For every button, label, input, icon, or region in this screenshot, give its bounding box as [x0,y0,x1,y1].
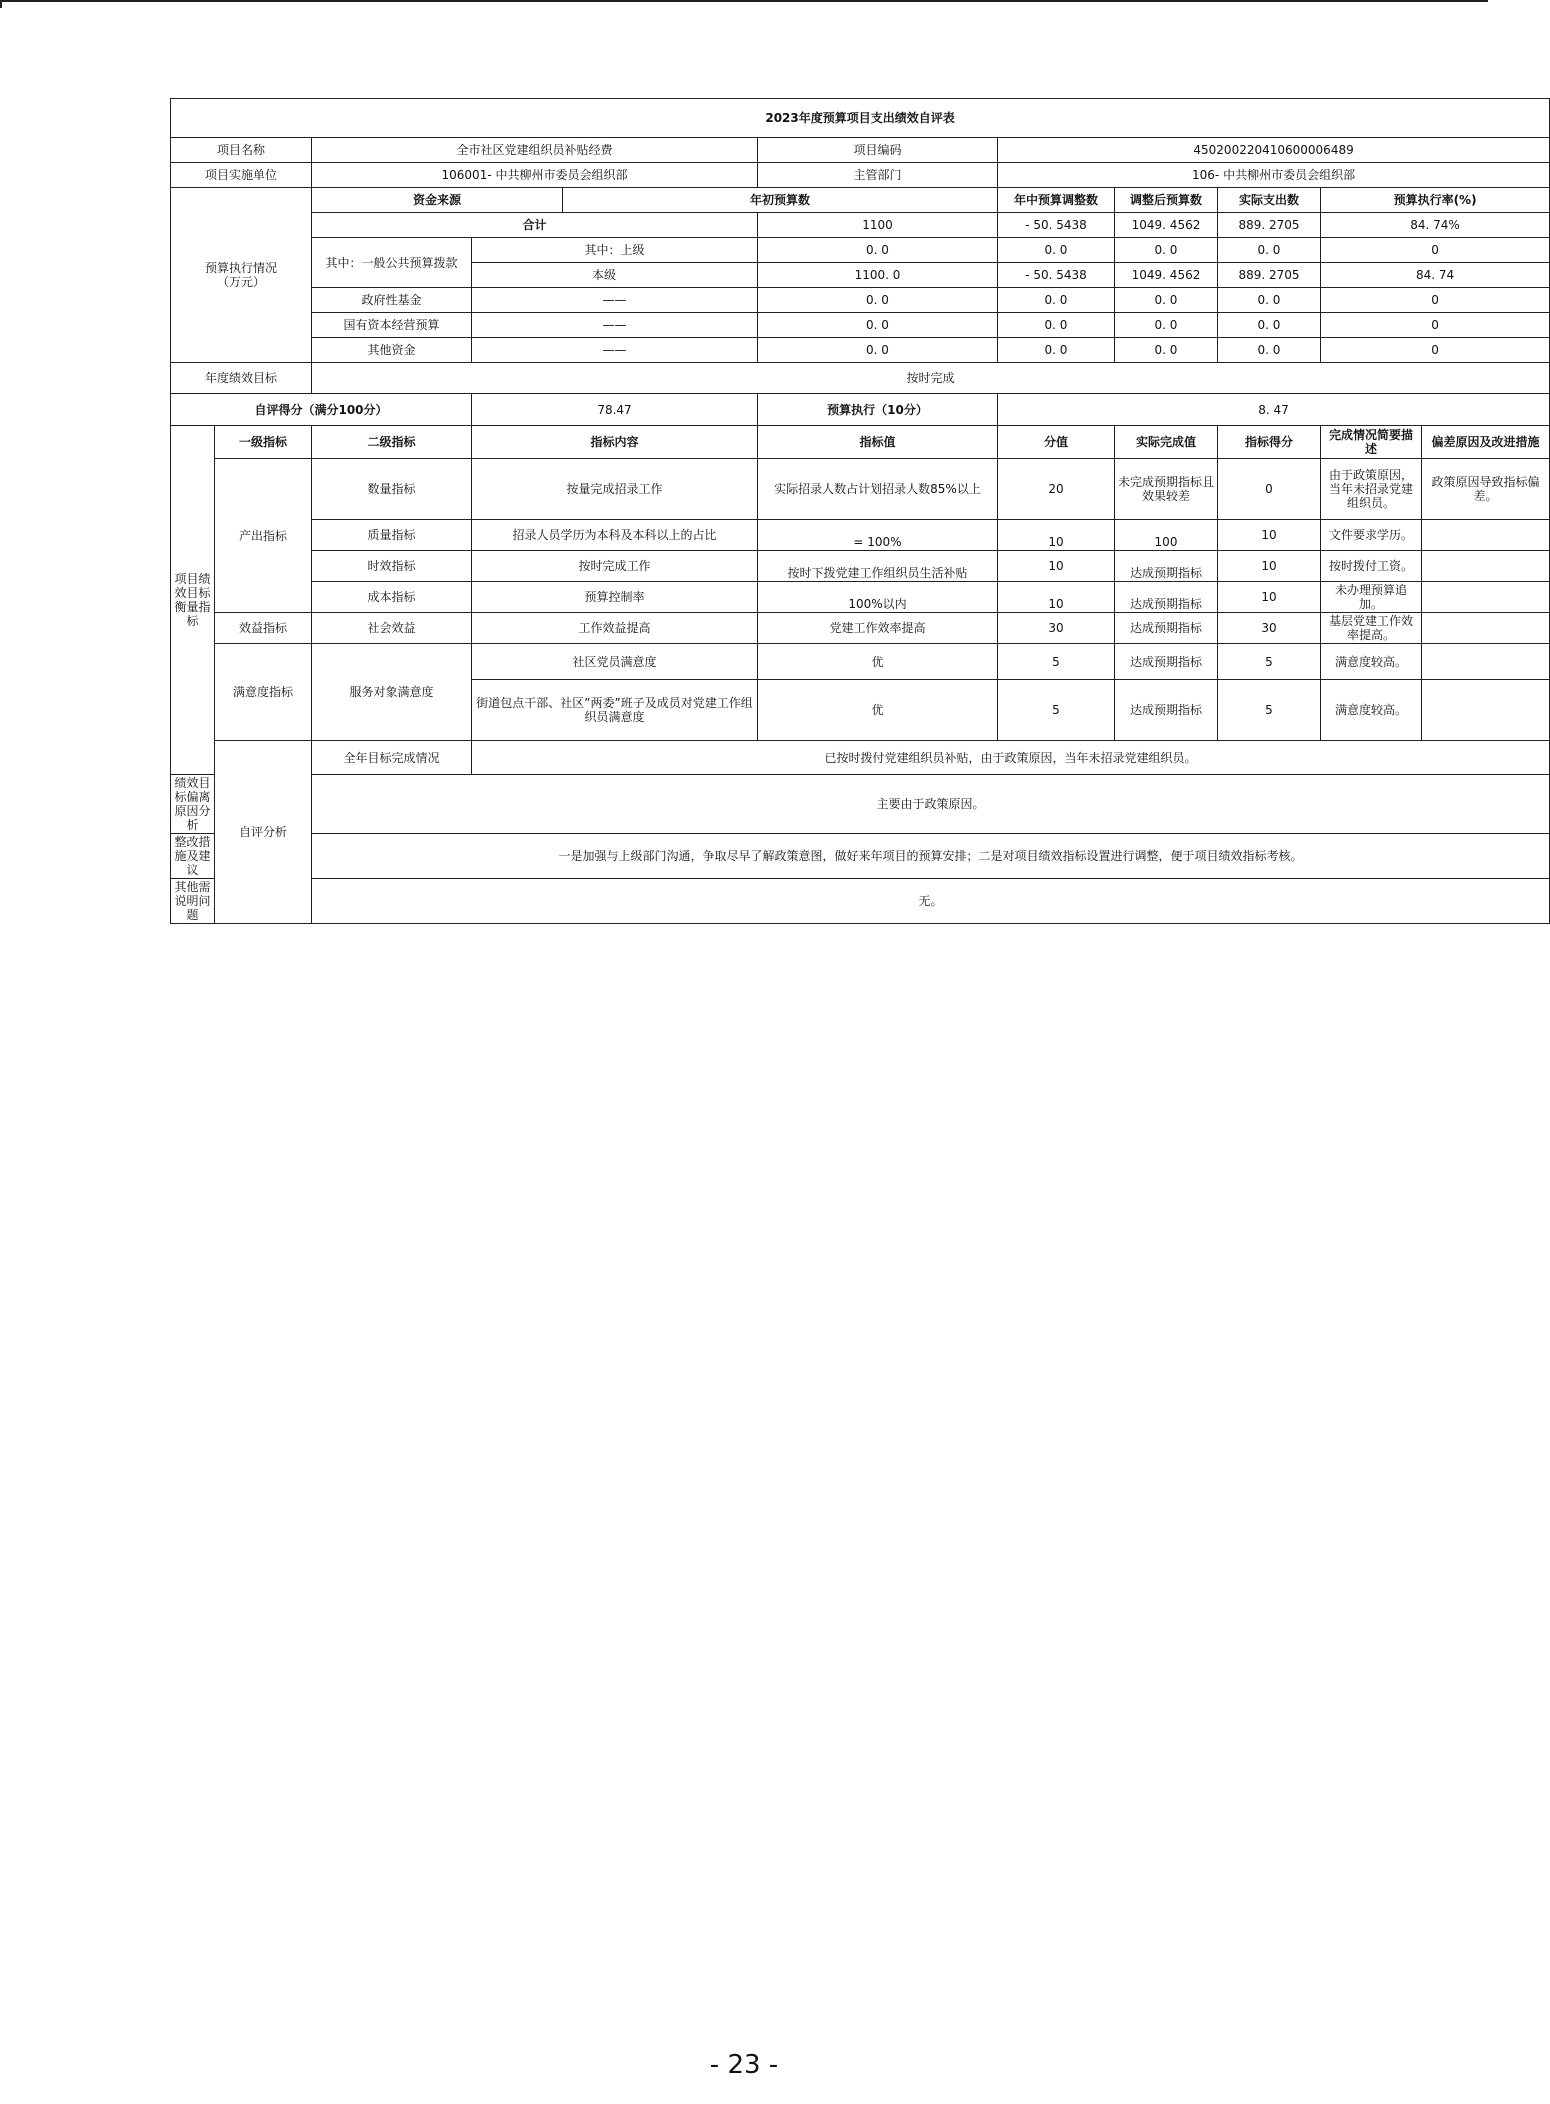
target: 优 [758,644,998,680]
reason [1422,520,1550,551]
score: 10 [1218,520,1321,551]
cell: 0. 0 [998,288,1115,313]
level2: 社会效益 [312,613,472,644]
actual: 达成预期指标 [1115,680,1218,741]
level2: 质量指标 [312,520,472,551]
actual: 达成预期指标 [1115,613,1218,644]
reason [1422,582,1550,613]
cell: 0. 0 [1115,338,1218,363]
top-border-line [0,0,1488,2]
annual-goal-value: 按时完成 [312,363,1550,394]
score: 0 [1218,459,1321,520]
cell: 0. 0 [1218,313,1321,338]
indicator-header-row [171,426,1550,459]
unit-row [171,163,1550,188]
score: 5 [1218,680,1321,741]
cell: 1049. 4562 [1115,213,1218,238]
score-row [171,394,1550,426]
benefit-indicator-label: 效益指标 [215,613,312,644]
budget-header: 实际支出数 [1218,188,1321,213]
cell: 0 [1321,238,1550,263]
analysis-measures-row [171,834,1550,879]
cell: 0. 0 [998,238,1115,263]
budget-header: 资金来源 [312,188,563,213]
quantity-row [171,459,1550,520]
cell: 0. 0 [1218,288,1321,313]
cell: 84. 74% [1321,213,1550,238]
other-fund-label: 其他资金 [312,338,472,363]
cell: 0. 0 [1115,238,1218,263]
desc: 按时拨付工资。 [1321,551,1422,582]
desc: 满意度较高。 [1321,644,1422,680]
content: 预算控制率 [472,582,758,613]
local-label: 本级 [472,263,758,288]
budget-govfund-row [171,288,1550,313]
cell: 0. 0 [1115,288,1218,313]
content: 按量完成招录工作 [472,459,758,520]
reason [1422,644,1550,680]
state-capital-label: 国有资本经营预算 [312,313,472,338]
unit-value: 106001- 中共柳州市委员会组织部 [312,163,758,188]
cell: 889. 2705 [1218,213,1321,238]
cell: 0. 0 [1115,313,1218,338]
weight: 5 [998,644,1115,680]
cell: 0. 0 [1218,238,1321,263]
actual: 达成预期指标 [1115,582,1218,613]
weight: 10 [998,582,1115,613]
score-label: 自评得分（满分100分） [171,394,472,426]
budget-statecap-row [171,313,1550,338]
actual: 未完成预期指标且效果较差 [1115,459,1218,520]
indicator-header: 偏差原因及改进措施 [1422,426,1550,459]
other-issues-value: 无。 [312,879,1550,924]
cell: 0. 0 [1218,338,1321,363]
project-name-row [171,138,1550,163]
level2: 数量指标 [312,459,472,520]
target: = 100% [758,520,998,551]
cell: 0 [1321,288,1550,313]
target: 实际招录人数占计划招录人数85%以上 [758,459,998,520]
analysis-other-row [171,879,1550,924]
reason [1422,680,1550,741]
page-title: 2023年度预算项目支出绩效自评表 [171,99,1550,138]
annual-goal-row [171,363,1550,394]
indicator-header: 一级指标 [215,426,312,459]
indicator-header: 指标内容 [472,426,758,459]
social-row [171,613,1550,644]
project-name-label: 项目名称 [171,138,312,163]
budget-section-label: 预算执行情况 （万元） [171,188,312,363]
satisfaction-row-1 [171,644,1550,680]
deviation-value: 主要由于政策原因。 [312,775,1550,834]
cell: 1100. 0 [758,263,998,288]
gov-fund-label: 政府性基金 [312,288,472,313]
actual: 达成预期指标 [1115,644,1218,680]
target: 按时下拨党建工作组织员生活补贴 [758,551,998,582]
cell: 0. 0 [758,288,998,313]
cost-row [171,582,1550,613]
total-label: 合计 [312,213,758,238]
content: 社区党员满意度 [472,644,758,680]
budget-other-row [171,338,1550,363]
desc: 由于政策原因，当年未招录党建组织员。 [1321,459,1422,520]
cell: 1049. 4562 [1115,263,1218,288]
dash: —— [472,338,758,363]
budget-exec-value: 8. 47 [998,394,1550,426]
completion-value: 已按时拨付党建组织员补贴，由于政策原因，当年未招录党建组织员。 [472,741,1550,775]
budget-header: 预算执行率(%) [1321,188,1550,213]
cell: 0. 0 [758,313,998,338]
weight: 10 [998,551,1115,582]
performance-table [170,98,1550,924]
budget-header-row [171,188,1550,213]
score: 10 [1218,582,1321,613]
cell: - 50. 5438 [998,213,1115,238]
page-number: - 23 - [709,2050,779,2080]
cell: 0 [1321,338,1550,363]
upper-label: 其中：上级 [472,238,758,263]
actual: 达成预期指标 [1115,551,1218,582]
content: 招录人员学历为本科及本科以上的占比 [472,520,758,551]
actual: 100 [1115,520,1218,551]
dash: —— [472,313,758,338]
left-border-mark [0,0,2,8]
cell: 0. 0 [998,313,1115,338]
weight: 20 [998,459,1115,520]
indicator-header: 二级指标 [312,426,472,459]
measures-label: 整改措施及建议 [171,834,215,879]
project-name-value: 全市社区党建组织员补贴经费 [312,138,758,163]
cell: 889. 2705 [1218,263,1321,288]
output-indicator-label: 产出指标 [215,459,312,613]
indicator-header: 实际完成值 [1115,426,1218,459]
dept-label: 主管部门 [758,163,998,188]
reason: 政策原因导致指标偏差。 [1422,459,1550,520]
project-code-label: 项目编码 [758,138,998,163]
unit-label: 项目实施单位 [171,163,312,188]
budget-header: 调整后预算数 [1115,188,1218,213]
project-code-value: 450200220410600006489 [998,138,1550,163]
level2: 时效指标 [312,551,472,582]
completion-label: 全年目标完成情况 [312,741,472,775]
score: 30 [1218,613,1321,644]
service-satisfaction-label: 服务对象满意度 [312,644,472,741]
score: 10 [1218,551,1321,582]
cell: - 50. 5438 [998,263,1115,288]
reason [1422,613,1550,644]
reason [1422,551,1550,582]
satisfaction-indicator-label: 满意度指标 [215,644,312,741]
indicator-header: 完成情况简要描述 [1321,426,1422,459]
indicator-header: 分值 [998,426,1115,459]
budget-header: 年中预算调整数 [998,188,1115,213]
score-value: 78.47 [472,394,758,426]
target: 优 [758,680,998,741]
indicator-header: 指标值 [758,426,998,459]
measures-value: 一是加强与上级部门沟通，争取尽早了解政策意图，做好来年项目的预算安排；二是对项目绩效指标设置进行调整，便于项目绩效指标考核。 [312,834,1550,879]
content: 工作效益提高 [472,613,758,644]
cell: 0. 0 [758,338,998,363]
dash: —— [472,288,758,313]
analysis-completion-row [171,741,1550,775]
general-budget-label: 其中：一般公共预算拨款 [312,238,472,288]
cell: 84. 74 [1321,263,1550,288]
budget-exec-label: 预算执行（10分） [758,394,998,426]
other-issues-label: 其他需说明问题 [171,879,215,924]
quality-row [171,520,1550,551]
cell: 0. 0 [998,338,1115,363]
weight: 10 [998,520,1115,551]
desc: 文件要求学历。 [1321,520,1422,551]
annual-goal-label: 年度绩效目标 [171,363,312,394]
indicator-section-label: 项目绩效目标衡量指标 [171,426,215,775]
cell: 1100 [758,213,998,238]
analysis-deviation-row [171,775,1550,834]
analysis-section-label: 自评分析 [215,741,312,924]
budget-header: 年初预算数 [563,188,998,213]
score: 5 [1218,644,1321,680]
content: 街道包点干部、社区”两委”班子及成员对党建工作组织员满意度 [472,680,758,741]
dept-value: 106- 中共柳州市委员会组织部 [998,163,1550,188]
level2: 成本指标 [312,582,472,613]
timeliness-row [171,551,1550,582]
desc: 基层党建工作效率提高。 [1321,613,1422,644]
desc: 未办理预算追加。 [1321,582,1422,613]
target: 100%以内 [758,582,998,613]
content: 按时完成工作 [472,551,758,582]
weight: 30 [998,613,1115,644]
cell: 0. 0 [758,238,998,263]
budget-total-row [171,213,1550,238]
target: 党建工作效率提高 [758,613,998,644]
weight: 5 [998,680,1115,741]
indicator-header: 指标得分 [1218,426,1321,459]
deviation-label: 绩效目标偏离原因分析 [171,775,215,834]
budget-upper-row [171,238,1550,263]
desc: 满意度较高。 [1321,680,1422,741]
cell: 0 [1321,313,1550,338]
